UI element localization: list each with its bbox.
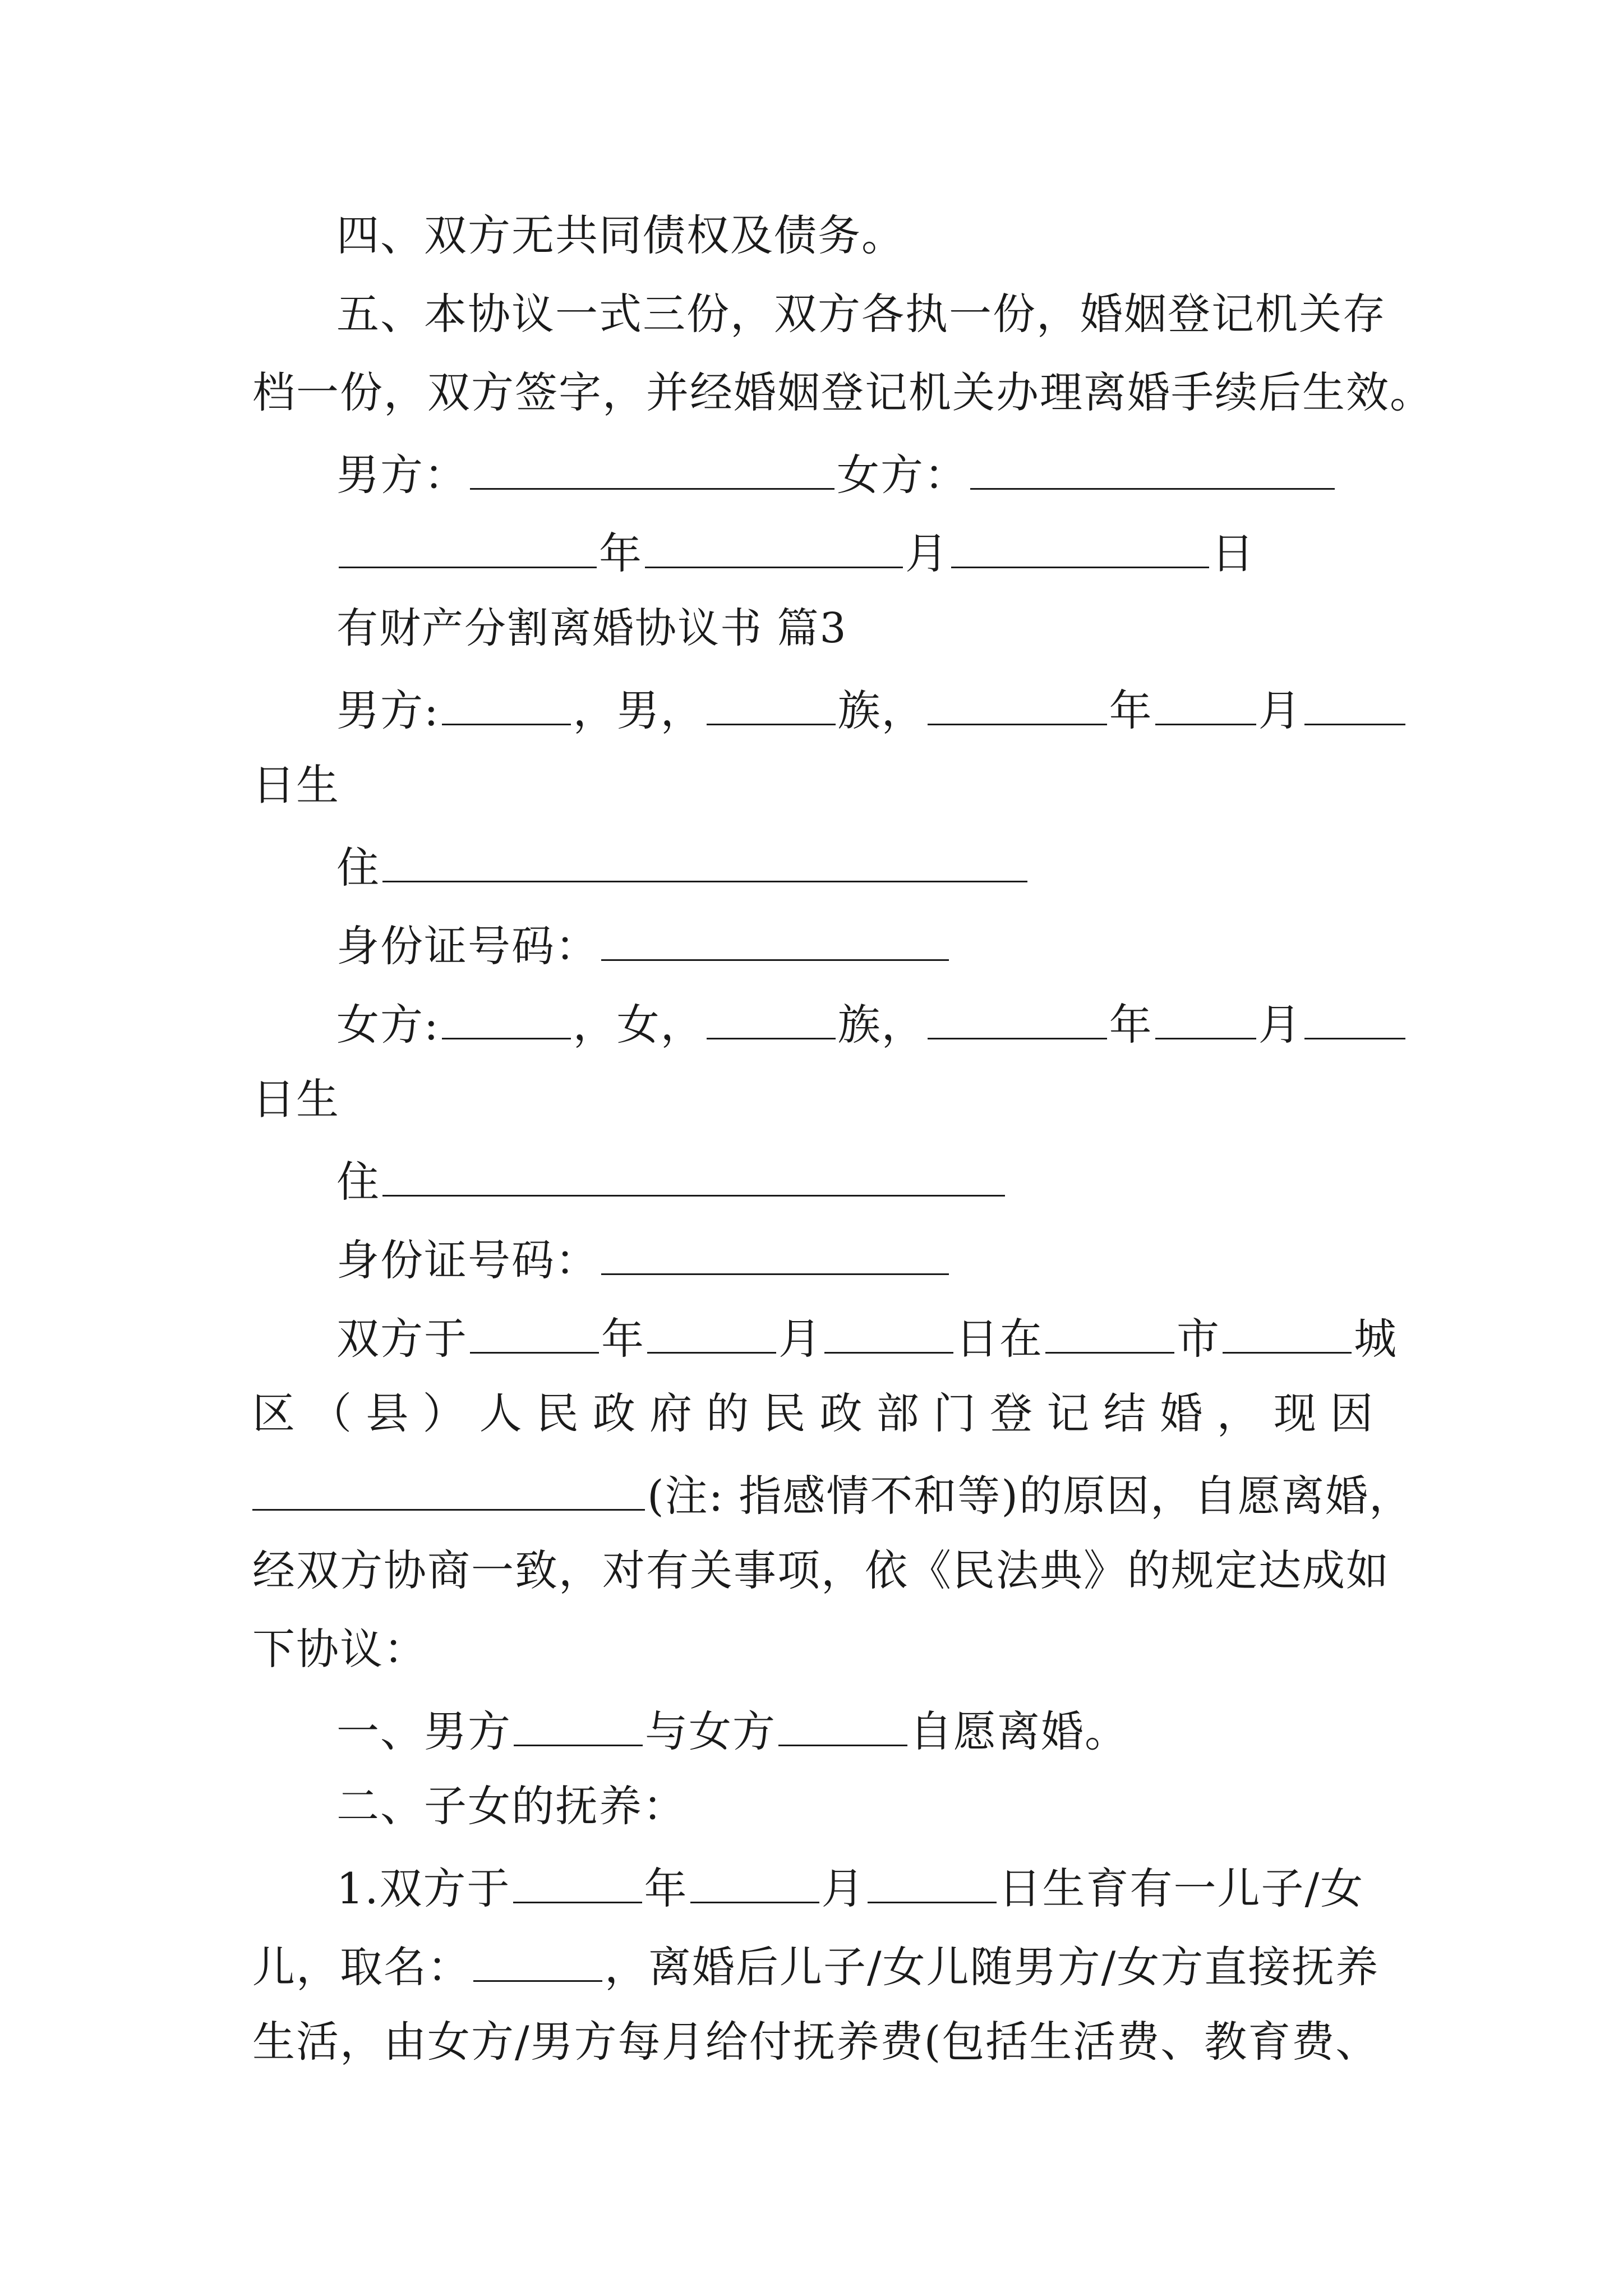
item-one-female: 与女方	[645, 1706, 776, 1756]
child-custody-text: ，离婚后儿子/女儿随男方/女方直接抚养	[605, 1942, 1380, 1992]
marriage-month-label: 月	[778, 1314, 822, 1364]
signature-female-label: 女方：	[837, 450, 968, 500]
marriage-city-label: 市	[1177, 1314, 1220, 1364]
item-two: 二、子女的抚养：	[336, 1781, 686, 1831]
child-year-label: 年	[644, 1864, 688, 1913]
female-address-row	[336, 1139, 1458, 1217]
date-month-blank[interactable]	[645, 510, 903, 568]
female-month-blank[interactable]	[1155, 982, 1256, 1039]
date-day-blank[interactable]	[951, 510, 1209, 568]
female-id-blank[interactable]	[601, 1217, 949, 1275]
female-sex-label: ，女，	[573, 1000, 704, 1050]
female-day-blank[interactable]	[1304, 982, 1405, 1039]
male-month-label: 月	[1258, 685, 1302, 735]
signature-male-blank[interactable]	[470, 432, 834, 490]
marriage-intro: 双方于	[336, 1314, 468, 1364]
female-born-label: 日生	[252, 1074, 340, 1124]
marriage-line5: 下协议：	[252, 1624, 427, 1674]
section-title: 有财产分割离婚协议书 篇3	[336, 604, 847, 652]
female-info-row	[336, 982, 1458, 1060]
marriage-city-blank[interactable]	[1045, 1296, 1174, 1354]
marriage-line1	[336, 1296, 1458, 1374]
female-id-row	[336, 1217, 1458, 1296]
female-address-blank[interactable]	[382, 1139, 1005, 1197]
male-address-row	[336, 825, 1458, 903]
female-month-label: 月	[1258, 1000, 1302, 1050]
divorce-reason-blank[interactable]	[252, 1453, 645, 1511]
male-ethnic-blank[interactable]	[707, 668, 836, 725]
signature-male-label: 男方：	[336, 450, 468, 500]
date-month-label: 月	[905, 528, 949, 578]
child-line2	[252, 1924, 1380, 2003]
female-ethnic-label: 族，	[837, 1000, 925, 1050]
male-month-blank[interactable]	[1155, 668, 1256, 725]
male-name-blank[interactable]	[442, 668, 571, 725]
marriage-line2: 区（县）人民政府的民政部门登记结婚，现因	[252, 1388, 1374, 1438]
signature-date-row	[336, 510, 1458, 589]
female-ethnic-blank[interactable]	[707, 982, 836, 1039]
marriage-year-label: 年	[601, 1314, 645, 1364]
marriage-day-label: 日在	[956, 1314, 1043, 1364]
clause-five-line2: 档一份，双方签字，并经婚姻登记机关办理离婚手续后生效。	[252, 367, 1433, 417]
male-id-row	[336, 903, 1458, 982]
child-month-blank[interactable]	[690, 1846, 819, 1903]
male-id-blank[interactable]	[601, 903, 949, 961]
male-id-label: 身份证号码：	[336, 921, 599, 971]
male-year-label: 年	[1109, 685, 1153, 735]
marriage-district-label: 城	[1354, 1314, 1398, 1364]
item-one-male-blank[interactable]	[514, 1688, 643, 1746]
marriage-line3	[252, 1453, 1413, 1531]
signature-female-blank[interactable]	[970, 432, 1335, 490]
male-label: 男方:	[336, 685, 440, 735]
female-address-label: 住	[336, 1157, 380, 1207]
male-year-blank[interactable]	[928, 668, 1107, 725]
marriage-district-blank[interactable]	[1223, 1296, 1352, 1354]
female-year-blank[interactable]	[928, 982, 1107, 1039]
female-label: 女方:	[336, 1000, 440, 1050]
clause-four: 四、双方无共同债权及债务。	[336, 210, 905, 260]
marriage-line4: 经双方协商一致，对有关事项，依《民法典》的规定达成如	[252, 1545, 1390, 1595]
item-one-end: 自愿离婚。	[910, 1706, 1128, 1756]
item-one-male: 一、男方	[336, 1706, 511, 1756]
date-day-label: 日	[1211, 528, 1255, 578]
child-month-label: 月	[821, 1864, 865, 1913]
child-line3: 生活，由女方/男方每月给付抚养费(包括生活费、教育费、	[252, 2017, 1380, 2067]
female-id-label: 身份证号码：	[336, 1235, 599, 1285]
child-name-blank[interactable]	[473, 1924, 602, 1982]
date-year-label: 年	[599, 528, 643, 578]
child-day-blank[interactable]	[868, 1846, 997, 1903]
male-day-blank[interactable]	[1304, 668, 1405, 725]
male-sex-label: ，男，	[573, 685, 704, 735]
male-address-label: 住	[336, 843, 380, 892]
child-line1	[336, 1846, 1458, 1924]
item-one	[336, 1688, 1458, 1767]
female-name-blank[interactable]	[442, 982, 571, 1039]
male-address-blank[interactable]	[382, 825, 1027, 882]
male-ethnic-label: 族，	[837, 685, 925, 735]
marriage-day-blank[interactable]	[824, 1296, 953, 1354]
male-info-row	[336, 668, 1458, 746]
marriage-month-blank[interactable]	[647, 1296, 776, 1354]
clause-five-line1: 五、本协议一式三份，双方各执一份，婚姻登记机关存	[336, 289, 1386, 339]
child-intro: 1.双方于	[336, 1864, 511, 1913]
signature-row	[336, 432, 1458, 510]
female-year-label: 年	[1109, 1000, 1153, 1050]
marriage-year-blank[interactable]	[470, 1296, 599, 1354]
child-year-blank[interactable]	[513, 1846, 642, 1903]
date-year-blank[interactable]	[339, 510, 597, 568]
divorce-reason-note: (注: 指感情不和等)的原因，自愿离婚，	[647, 1471, 1413, 1521]
male-born-label: 日生	[252, 760, 340, 810]
child-name-label: 儿，取名：	[252, 1942, 471, 1992]
child-day-label: 日生育有一儿子/女	[998, 1864, 1364, 1913]
item-one-female-blank[interactable]	[778, 1688, 907, 1746]
